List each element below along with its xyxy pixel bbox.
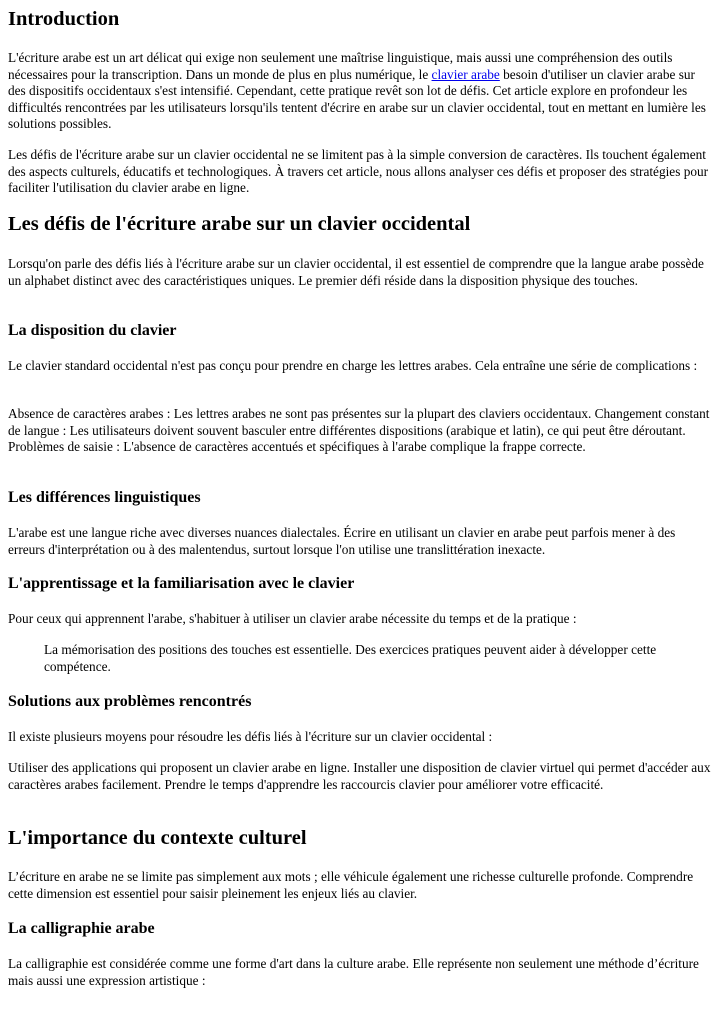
paragraph-calligraphie-1: La calligraphie est considérée comme une forme d'art dans la culture arabe. Elle représente non seulement une méthode d’écriture mais aussi une expression artistique : xyxy=(8,956,699,988)
paragraph-intro-2: Les défis de l'écriture arabe sur un clavier occidental ne se limitent pas à la simple conversion de caractères. Ils touchent également des aspects culturels, éducatifs et technologiques. À travers cet article, nous allons analyser ces défis et proposer des stratégies pour faciliter l'utilisation du clavier arabe en ligne. xyxy=(8,147,709,195)
paragraph-intro-1 xyxy=(8,50,714,133)
paragraph-disposition-1: Le clavier standard occidental n'est pas conçu pour prendre en charge les lettres arabes. Cela entraîne une série de complications : xyxy=(8,358,698,373)
heading-disposition: La disposition du clavier xyxy=(8,322,177,339)
paragraph-solutions-1: Il existe plusieurs moyens pour résoudre les défis liés à l'écriture sur un clavier occidental : xyxy=(8,729,493,744)
paragraph-defis-1: Lorsqu'on parle des défis liés à l'écriture arabe sur un clavier occidental, il est essentiel de comprendre que la langue arabe possède un alphabet distinct avec des caractéristiques uniques. Le premier défi réside dans la disposition physique des touches. xyxy=(8,256,704,288)
heading-calligraphie: La calligraphie arabe xyxy=(8,920,155,937)
paragraph-apprentissage-2: La mémorisation des positions des touches est essentielle. Des exercices pratiques peuvent aider à développer cette compétence. xyxy=(44,642,657,674)
heading-solutions: Solutions aux problèmes rencontrés xyxy=(8,693,252,710)
heading-apprentissage: L'apprentissage et la familiarisation avec le clavier xyxy=(8,575,355,592)
intro-text-after-link: besoin d'utiliser un clavier arabe sur des dispositifs occidentaux s'est intensifié. Cependant, cette pratique revêt son lot de défis. Cet article explore en profondeur les difficultés rencontrées par les utilisateurs lorsqu'ils tentent d'écrire en arabe sur un clavier occidental, tout en mettant en lumière les solutions possibles. xyxy=(8,66,706,131)
paragraph-culture-1: L’écriture en arabe ne se limite pas simplement aux mots ; elle véhicule également une richesse culturelle profonde. Comprendre cette dimension est essentiel pour saisir pleinement les enjeux liés au clavier. xyxy=(8,869,694,901)
link-clavier-arabe[interactable]: clavier arabe xyxy=(431,66,500,82)
paragraph-differences-1: L'arabe est une langue riche avec diverses nuances dialectales. Écrire en utilisant un clavier en arabe peut parfois mener à des erreurs d'interprétation ou à des malentendus, surtout lorsque l'on utilise une translittération inexacte. xyxy=(8,525,676,557)
paragraph-apprentissage-1: Pour ceux qui apprennent l'arabe, s'habituer à utiliser un clavier arabe nécessite du temps et de la pratique : xyxy=(8,611,577,626)
heading-culture: L'importance du contexte culturel xyxy=(8,827,307,849)
intro-text-before-link: L'écriture arabe est un art délicat qui exige non seulement une maîtrise linguistique, mais aussi une compréhension des outils nécessaires pour la transcription. Dans un monde de plus en plus numérique, le xyxy=(8,50,673,82)
paragraph-disposition-2: Absence de caractères arabes : Les lettres arabes ne sont pas présentes sur la plupart des claviers occidentaux. Changement constant de langue : Les utilisateurs doivent souvent basculer entre différentes dispositions (arabique et latin), ce qui peut être déroutant. Problèmes de saisie : L'absence de caractères accentués et spécifiques à l'arabe complique la frappe correcte. xyxy=(8,406,710,454)
heading-differences: Les différences linguistiques xyxy=(8,489,201,506)
paragraph-solutions-2: Utiliser des applications qui proposent un clavier arabe en ligne. Installer une disposition de clavier virtuel qui permet d'accéder aux caractères arabes facilement. Prendre le temps d'apprendre les raccourcis clavier pour améliorer votre efficacité. xyxy=(8,760,711,792)
heading-defis: Les défis de l'écriture arabe sur un clavier occidental xyxy=(8,213,471,235)
heading-introduction: Introduction xyxy=(8,8,120,30)
